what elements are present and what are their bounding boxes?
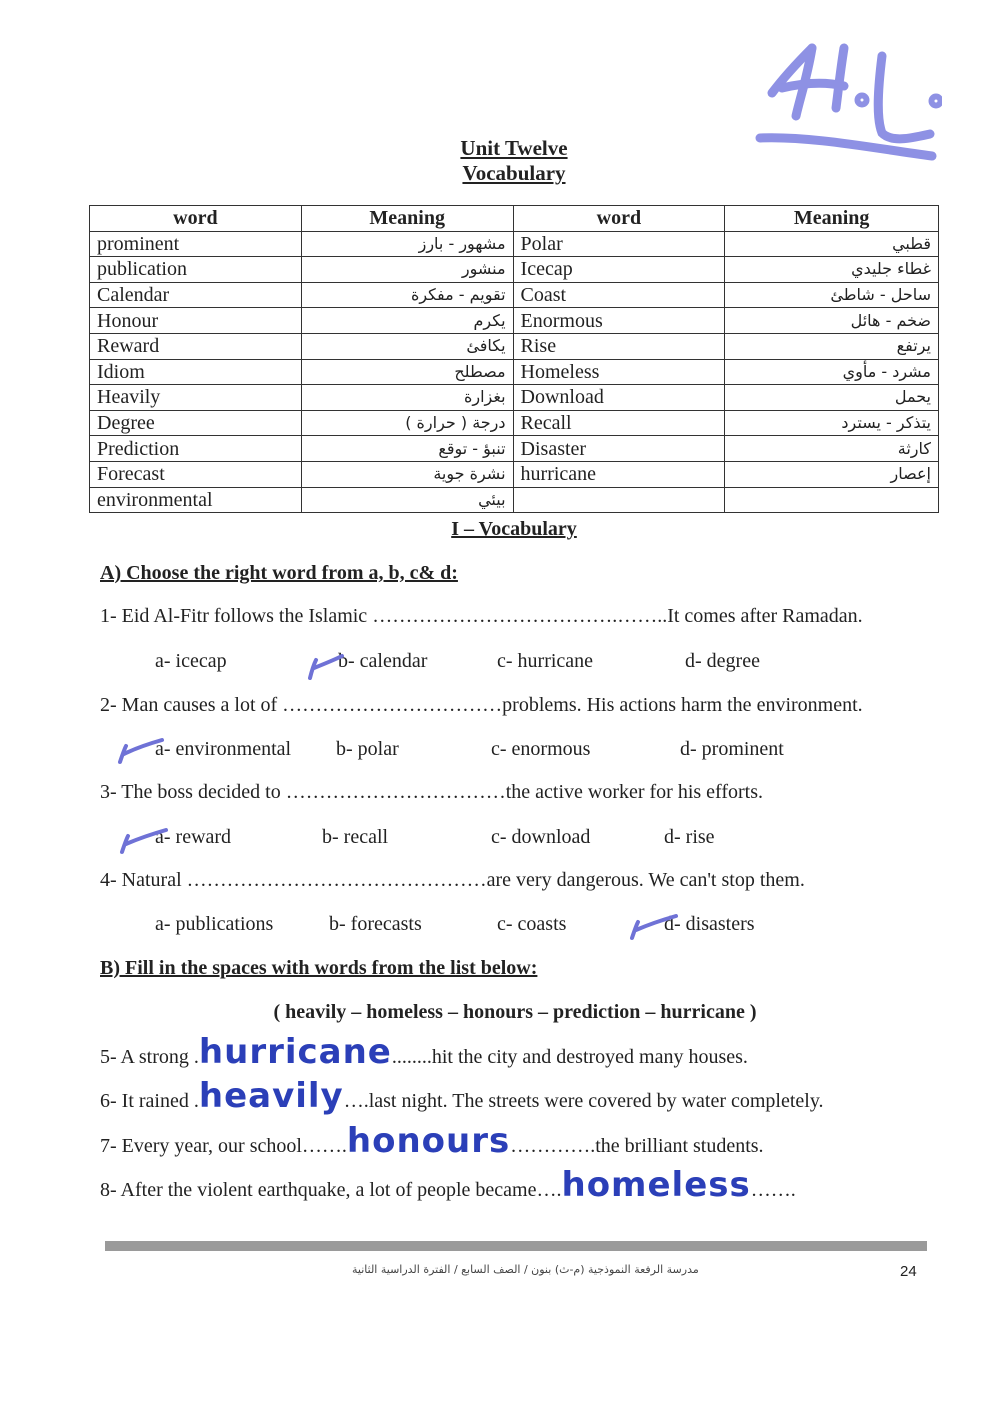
fill-prefix: 7- Every year, our school……. [100,1135,347,1157]
fill-prefix: 8- After the violent earthquake, a lot of people became…. [100,1179,562,1201]
word-cell: publication [90,257,302,283]
word-cell [513,487,725,513]
header-word: word [513,206,725,232]
word-cell: Prediction [90,436,302,462]
option-d: d- degree [685,650,760,672]
option-c: c- hurricane [497,650,594,672]
option-b: b- recall [322,826,389,848]
checkmark-icon [306,652,346,682]
footer-school-name: مدرسة الرفعة النموذجية (م-ث) بنون / الصف السابع / الفترة الدراسية الثانية [352,1263,699,1276]
fill-item-5 [100,1032,748,1072]
meaning-cell: يتذكر - يسترد [725,410,939,436]
word-cell: Recall [513,410,725,436]
meaning-cell: مشرد - مأوي [725,359,939,385]
option-c: c- enormous [491,738,591,760]
fill-item-6 [100,1076,824,1116]
meaning-cell: درجة ( حرارة ) [301,410,513,436]
option-a: a- reward [155,826,232,848]
table-row [90,487,939,513]
meaning-cell [725,487,939,513]
fill-item-8 [100,1165,796,1205]
table-row [90,385,939,411]
section-title: I – Vocabulary [451,518,577,540]
meaning-cell: مشهور - بارز [301,231,513,257]
table-header-row [90,206,939,232]
table-row [90,359,939,385]
word-cell: Idiom [90,359,302,385]
handwritten-answer: hurricane [198,1032,392,1072]
option-b: b- calendar [338,650,428,672]
table-row [90,410,939,436]
header-meaning: Meaning [301,206,513,232]
word-cell: Enormous [513,308,725,334]
word-cell: Coast [513,282,725,308]
word-cell: Download [513,385,725,411]
meaning-cell: بغزارة [301,385,513,411]
option-a: a- environmental [155,738,292,760]
table-row [90,282,939,308]
meaning-cell: تقويم - مفكرة [301,282,513,308]
vocabulary-table [89,205,939,513]
unit-title: Unit Twelve [460,136,568,160]
meaning-cell: نشرة جوية [301,461,513,487]
question-2: 2- Man causes a lot of ……………………………problems. His actions harm the environment. [100,694,863,716]
word-cell: Honour [90,308,302,334]
word-cell: Reward [90,333,302,359]
word-cell: Rise [513,333,725,359]
fill-suffix: ….last night. The streets were covered by water completely. [343,1090,824,1112]
part-b-title: B) Fill in the spaces with words from the list below: [100,957,538,979]
word-cell: hurricane [513,461,725,487]
word-cell: Disaster [513,436,725,462]
meaning-cell: منشور [301,257,513,283]
option-a: a- icecap [155,650,227,672]
meaning-cell: يرتفع [725,333,939,359]
checkmark-icon [118,826,170,856]
word-list: ( heavily – homeless – honours – prediction – hurricane ) [273,1001,757,1023]
word-cell: environmental [90,487,302,513]
page-number: 24 [900,1263,917,1280]
meaning-cell: مصطلح [301,359,513,385]
meaning-cell: تنبؤ - توقع [301,436,513,462]
option-d: d- rise [664,826,715,848]
table-row [90,308,939,334]
word-cell: prominent [90,231,302,257]
option-b: b- forecasts [329,913,422,935]
handwritten-answer: heavily [198,1076,344,1116]
meaning-cell: كارثة [725,436,939,462]
footer-divider [105,1241,927,1251]
question-1: 1- Eid Al-Fitr follows the Islamic ……………………………….……..It comes after Ramadan. [100,605,863,627]
word-cell: Forecast [90,461,302,487]
option-a: a- publications [155,913,274,935]
meaning-cell: يحمل [725,385,939,411]
word-cell: Polar [513,231,725,257]
meaning-cell: إعصار [725,461,939,487]
option-c: c- download [491,826,591,848]
fill-suffix: ……. [750,1179,796,1201]
table-row [90,231,939,257]
option-c: c- coasts [497,913,567,935]
handwritten-answer: homeless [561,1165,751,1205]
part-a-title: A) Choose the right word from a, b, c& d: [100,562,458,584]
meaning-cell: يكرم [301,308,513,334]
word-cell: Calendar [90,282,302,308]
question-4: 4- Natural ………………………………………are very dangerous. We can't stop them. [100,869,805,891]
option-b: b- polar [336,738,399,760]
checkmark-icon [628,912,680,942]
fill-item-7 [100,1121,764,1161]
meaning-cell: غطاء جليدي [725,257,939,283]
meaning-cell: بيئي [301,487,513,513]
checkmark-icon [116,736,166,766]
option-d: d- disasters [664,913,755,935]
word-cell: Heavily [90,385,302,411]
meaning-cell: يكافئ [301,333,513,359]
fill-prefix: 6- It rained . [100,1090,199,1112]
fill-suffix: ………….the brilliant students. [510,1135,764,1157]
option-d: d- prominent [680,738,784,760]
meaning-cell: ساحل - شاطئ [725,282,939,308]
word-cell: Icecap [513,257,725,283]
header-word: word [90,206,302,232]
fill-suffix: ........hit the city and destroyed many houses. [391,1046,748,1068]
fill-prefix: 5- A strong . [100,1046,199,1068]
table-row [90,333,939,359]
question-3: 3- The boss decided to ……………………………the active worker for his efforts. [100,781,764,803]
table-row [90,257,939,283]
word-cell: Homeless [513,359,725,385]
table-row [90,461,939,487]
meaning-cell: ضخم - هائل [725,308,939,334]
word-cell: Degree [90,410,302,436]
header-meaning: Meaning [725,206,939,232]
table-row [90,436,939,462]
meaning-cell: قطبي [725,231,939,257]
handwritten-answer: honours [346,1121,511,1161]
vocabulary-subtitle: Vocabulary [462,161,566,185]
